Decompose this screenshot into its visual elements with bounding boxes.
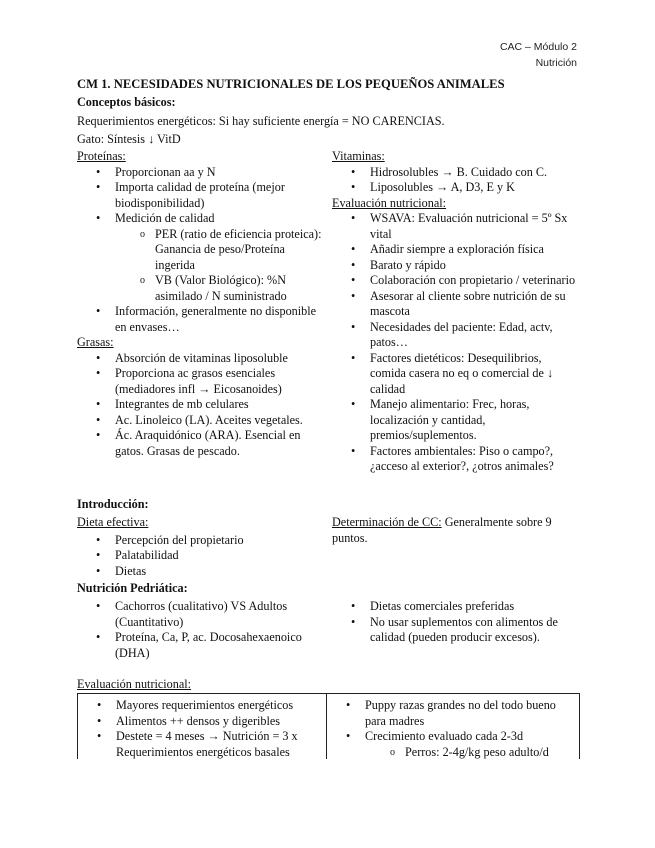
page-header [500, 39, 577, 71]
pediatrica-left-list [77, 599, 322, 661]
conceptos-line: Requerimientos energéticos: Si hay suficiente energía = NO CARENCIAS. [77, 113, 445, 128]
list-item: • Dietas comerciales preferidas [332, 599, 578, 615]
pediatrica-right [332, 599, 578, 646]
proteinas-heading: Proteínas: [77, 149, 126, 163]
list-item: • Cachorros (cualitativo) VS Adultos (Cuantitativo) [77, 599, 322, 630]
list-item: • Proporcionan aa y N [77, 165, 322, 181]
list-item: • WSAVA: Evaluación nutricional = 5º Sx vital [332, 211, 578, 242]
list-item: • Dietas [77, 564, 322, 580]
cc-section [332, 515, 578, 546]
list-item: • Hidrosolubles → B. Cuidado con C. [332, 165, 578, 181]
list-item: • Proteína, Ca, P, ac. Docosahexaenoico (DHA) [77, 630, 322, 661]
eval2-heading: Evaluación nutricional: [77, 677, 192, 691]
eval2-table [77, 693, 580, 759]
evaluacion-list [332, 211, 578, 475]
dieta-list [77, 533, 322, 580]
sub-list-item: o PER (ratio de eficiencia proteica): Ganancia de peso/Proteína ingerida [77, 227, 322, 274]
list-item: • Destete = 4 meses → Nutrición = 3 x Requerimientos energéticos basales [78, 729, 326, 760]
list-item: • Crecimiento evaluado cada 2-3d [327, 729, 579, 745]
cc-text: Generalmente sobre 9 puntos. [332, 515, 552, 545]
list-item: • Puppy razas grandes no del todo bueno para madres [327, 698, 579, 729]
list-item: • Proporciona ac grasos esenciales (mediadores infl → Eicosanoides) [77, 366, 322, 397]
pediatrica-right-list [332, 599, 578, 646]
list-item: • Integrantes de mb celulares [77, 397, 322, 413]
eval2-left-list [78, 698, 326, 760]
header-module: CAC – Módulo 2 [499, 41, 577, 53]
list-item: • Palatabilidad [77, 548, 322, 564]
list-item: • Necesidades del paciente: Edad, actv, patos… [332, 320, 578, 351]
sub-list-item: o Perros: 2-4g/kg peso adulto/d [327, 745, 579, 761]
list-item: • Información, generalmente no disponible en envases… [77, 304, 322, 335]
header-subject: Nutrición [535, 57, 577, 69]
list-item: • Añadir siempre a exploración física [332, 242, 578, 258]
right-column [332, 149, 578, 475]
proteinas-list [77, 165, 322, 336]
list-item: • No usar suplementos con alimentos de calidad (pueden producir excesos). [332, 615, 578, 646]
list-item: • Mayores requerimientos energéticos [78, 698, 326, 714]
eval2-right-cell [327, 694, 579, 759]
conceptos-section [77, 95, 577, 148]
vitaminas-heading: Vitaminas: [332, 149, 385, 163]
list-item: • Manejo alimentario: Frec, horas, localización y cantidad, premios/suplementos. [332, 397, 578, 444]
grasas-heading: Grasas: [77, 335, 114, 349]
eval2-right-list [327, 698, 579, 760]
list-item: • Percepción del propietario [77, 533, 322, 549]
conceptos-line: Gato: Síntesis ↓ VitD [77, 132, 181, 146]
list-item: • Importa calidad de proteína (mejor biodisponibilidad) [77, 180, 322, 211]
list-item: • Liposolubles → A, D3, E y K [332, 180, 578, 196]
list-item: • Alimentos ++ densos y digeribles [78, 714, 326, 730]
pediatrica-left [77, 599, 322, 661]
pediatrica-heading: Nutrición Pedriática: [77, 581, 188, 595]
left-column [77, 149, 322, 459]
dieta-heading: Dieta efectiva: [77, 515, 149, 529]
vitaminas-list [332, 165, 578, 196]
document-title: CM 1. NECESIDADES NUTRICIONALES DE LOS PEQUEÑOS ANIMALES [77, 77, 505, 91]
list-item: • Asesorar al cliente sobre nutrición de su mascota [332, 289, 578, 320]
introduccion-heading: Introducción: [77, 497, 149, 511]
evaluacion-heading: Evaluación nutricional: [332, 195, 447, 210]
conceptos-heading: Conceptos básicos: [77, 95, 176, 109]
list-item: • Barato y rápido [332, 258, 578, 274]
sub-list-item: o VB (Valor Biológico): %N asimilado / N suministrado [77, 273, 322, 304]
list-item: • Absorción de vitaminas liposoluble [77, 351, 322, 367]
list-item: • Colaboración con propietario / veterinario [332, 273, 578, 289]
list-item: • Factores dietéticos: Desequilibrios, comida casera no eq o comercial de ↓ calidad [332, 351, 578, 398]
grasas-list [77, 351, 322, 460]
list-item: • Ac. Linoleico (LA). Aceites vegetales. [77, 413, 322, 429]
list-item: • Factores ambientales: Piso o campo?, ¿acceso al exterior?, ¿otros animales? [332, 444, 578, 475]
eval2-left-cell [78, 694, 327, 759]
list-item: • Medición de calidad [77, 211, 322, 227]
dieta-section [77, 515, 322, 579]
list-item: • Ác. Araquidónico (ARA). Esencial en gatos. Grasas de pescado. [77, 428, 322, 459]
cc-heading: Determinación de CC: [332, 515, 442, 529]
